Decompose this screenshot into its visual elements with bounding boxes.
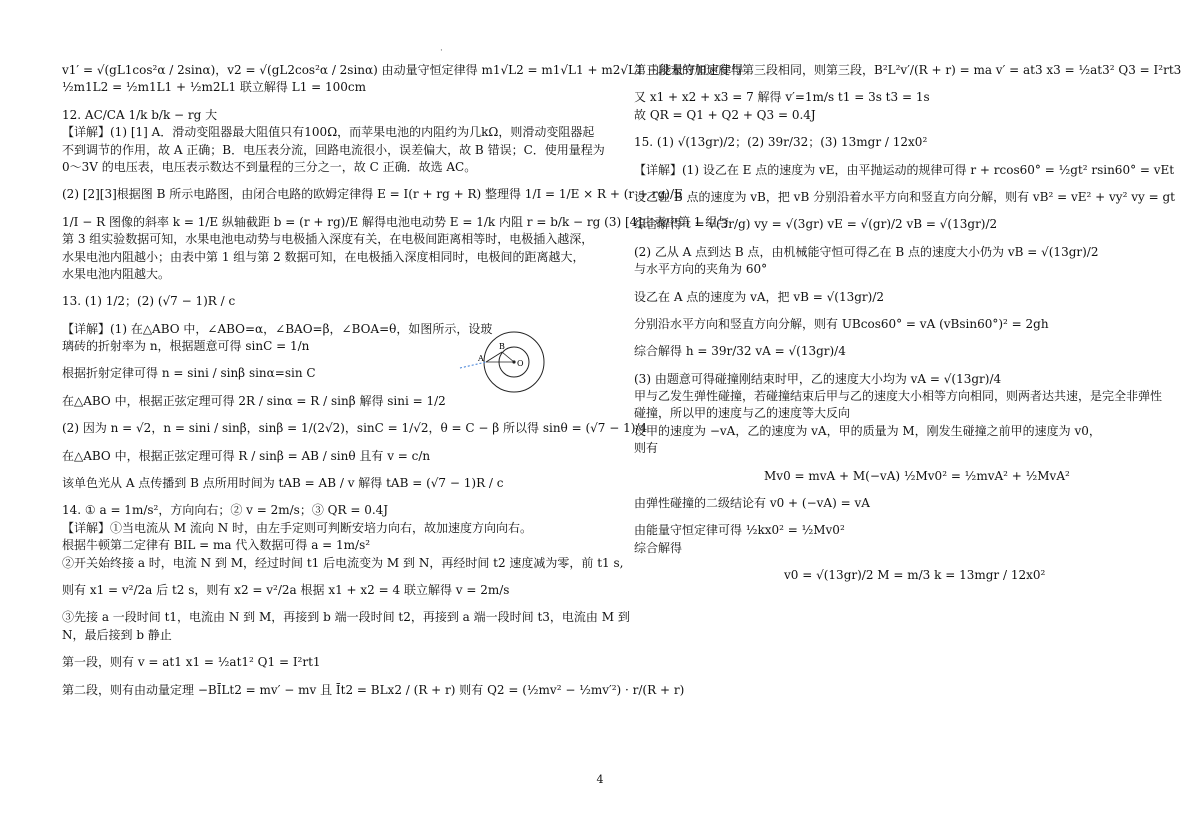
line: 在△ABO 中，根据正弦定理可得 2R / sinα = R / sinβ 解得 sini = 1/2 [62, 393, 446, 408]
line: 第一段，则有 v = at1 x1 = ½at1² Q1 = I²rt1 [62, 655, 321, 670]
line: 在△ABO 中，根据正弦定理可得 R / sinβ = AB / sinθ 且有 v = c/n [62, 448, 431, 463]
line: ½m1L2 = ½m1L1 + ½m2L1 联立解得 L1 = 100cm [62, 80, 367, 95]
answer-14: 14. ① a = 1m/s²，方向向右；② v = 2m/s；③ QR = 0.4J [62, 503, 389, 518]
line: 【详解】①当电流从 M 流向 N 时，由左手定则可判断安培力向右，故加速度方向向右。 [62, 520, 533, 535]
line: (2) 因为 n = √2，n = sini / sinβ，sinβ = 1/(2√2)，sinC = 1/√2，θ = C − β 所以得 sinθ = (√7 − 1)/4 [62, 421, 648, 436]
line: 设乙在 A 点的速度为 vA，把 vB = √(13gr)/2 [634, 289, 885, 304]
line: 第三段末的加速度与第三段相同，则第三段，B²L²v′/(R + r) = ma v′ = at3 x3 = ½at3² Q3 = I²rt3 [634, 63, 1182, 77]
line: 故 QR = Q1 + Q2 + Q3 = 0.4J [634, 107, 816, 122]
answer-15: 15. (1) √(13gr)/2；(2) 39r/32；(3) 13mgr / 12x0² [634, 135, 928, 150]
line: 0～3V 的电压表，电压表示数达不到量程的三分之一，故 C 正确．故选 AC。 [62, 159, 477, 174]
line: 综合解得 h = 39r/32 vA = √(13gr)/4 [634, 344, 846, 359]
right-column [634, 62, 1182, 585]
line: 第二段，则有由动量定理 −BĪLt2 = mv′ − mv 且 Īt2 = BLx2 / (R + r) 则有 Q2 = (½mv² − ½mv′²) · r/(R + r) [62, 682, 685, 697]
line: 根据折射定律可得 n = sini / sinβ sinα=sin C [62, 366, 316, 381]
glass-ring-figure [456, 330, 546, 396]
line: (2) 乙从 A 点到达 B 点，由机械能守恒可得乙在 B 点的速度大小仍为 vB = √(13gr)/2 [634, 244, 1099, 259]
line: 璃砖的折射率为 n，根据题意可得 sinC = 1/n [62, 339, 310, 354]
label-o: O [517, 359, 524, 368]
line: 综合解得 [634, 540, 683, 555]
line: v1′ = √(gL1cos²α / 2sinα)，v2 = √(gL2cos²α / 2sinα) 由动量守恒定律得 m1√L2 = m1√L1 + m2√L1 由能量守恒定律得 [62, 63, 744, 77]
line: 设乙在 B 点的速度为 vB，把 vB 分别沿着水平方向和竖直方向分解，则有 vB² = vE² + vy² vy = gt [634, 189, 1175, 204]
line: 设甲的速度为 −vA，乙的速度为 vA，甲的质量为 M，刚发生碰撞之前甲的速度为 v0， [634, 423, 1101, 438]
line-bo [502, 352, 514, 362]
line: Mv0 = mvA + M(−vA) ½Mv0² = ½mvA² + ½MvA² [764, 468, 1070, 483]
line: 1/I − R 图像的斜率 k = 1/E 纵轴截距 b = (r + rg)/E 解得电池电动势 E = 1/k 内阻 r = b/k − rg (3) [4]由表中第 1 组与 [62, 214, 730, 229]
line: 综合解得 t = √(3r/g) vy = √(3gr) vE = √(gr)/2 vB = √(13gr)/2 [634, 217, 998, 232]
line: 第 3 组实验数据可知，水果电池电动势与电极插入深度有关，在电极间距离相等时，电极插入越深， [62, 232, 594, 247]
line: (3) 由题意可得碰撞刚结束时甲，乙的速度大小均为 vA = √(13gr)/4 [634, 371, 1002, 386]
line: 水果电池内阻越大。 [62, 266, 171, 281]
label-a: A [478, 354, 484, 363]
line: 【详解】(1) 设乙在 E 点的速度为 vE，由平抛运动的规律可得 r + rcos60° = ½gt² rsin60° = vEt [634, 162, 1175, 177]
line: 根据牛顿第二定律有 BIL = ma 代入数据可得 a = 1m/s² [62, 538, 371, 553]
line: 碰撞，所以甲的速度与乙的速度等大反向 [634, 406, 851, 421]
line: N，最后接到 b 静止 [62, 627, 172, 642]
line: ③先接 a 一段时间 t1，电流由 N 到 M，再接到 b 端一段时间 t2，再接到 a 端一段时间 t3，电流由 M 到 [62, 610, 630, 625]
answer-12: 12. AC/CA 1/k b/k − rg 大 [62, 107, 218, 122]
line: 与水平方向的夹角为 60° [634, 262, 768, 277]
line: 【详解】(1) 在△ABO 中，∠ABO=α，∠BAO=β，∠BOA=θ，如图所示，设玻 [62, 321, 493, 336]
label-b: B [499, 342, 505, 351]
line: 分别沿水平方向和竖直方向分解，则有 UBcos60° = vA (vBsin60°)² = 2gh [634, 316, 1049, 331]
line: 由弹性碰撞的二级结论有 v0 + (−vA) = vA [634, 496, 870, 511]
line: 由能量守恒定律可得 ½kx0² = ½Mv0² [634, 523, 845, 538]
line: 该单色光从 A 点传播到 B 点所用时间为 tAB = AB / v 解得 tAB = (√7 − 1)R / c [62, 476, 504, 491]
line: 则有 x1 = v²/2a 后 t2 s，则有 x2 = v²/2a 根据 x1 + x2 = 4 联立解得 v = 2m/s [62, 582, 510, 597]
line: 水果电池内阻越小；由表中第 1 组与第 2 数据可知，在电极插入深度相同时，电极间的距离越大， [62, 249, 585, 264]
line: v0 = √(13gr)/2 M = m/3 k = 13mgr / 12x0² [784, 568, 1046, 583]
line: 甲与乙发生弹性碰撞，若碰撞结束后甲与乙的速度大小相等方向相同，则两者达共速，是完全非弹性 [634, 389, 1163, 404]
line: ②开关始终接 a 时，电流 N 到 M，经过时间 t1 后电流变为 M 到 N，再经时间 t2 速度减为零，前 t1 s, [62, 555, 624, 570]
page-number: 4 [596, 773, 604, 786]
line: 【详解】(1) [1] A．滑动变阻器最大阻值只有100Ω，而苹果电池的内阻约为几kΩ，则滑动变阻器起 [62, 125, 595, 140]
line: (2) [2][3]根据图 B 所示电路图，由闭合电路的欧姆定律得 E = I(r + rg + R) 整理得 1/I = 1/E × R + (r + rg)/E [62, 187, 683, 202]
line: 则有 [634, 441, 659, 456]
line: 不到调节的作用，故 A 正确；B．电压表分流，回路电流很小，误差偏大，故 B 错误；C．使用量程为 [62, 142, 605, 157]
line: 又 x1 + x2 + x3 = 7 解得 v′=1m/s t1 = 3s t3 = 1s [634, 90, 930, 105]
answer-13: 13. (1) 1/2；(2) (√7 − 1)R / c [62, 294, 236, 309]
header-mark: · [440, 46, 443, 56]
